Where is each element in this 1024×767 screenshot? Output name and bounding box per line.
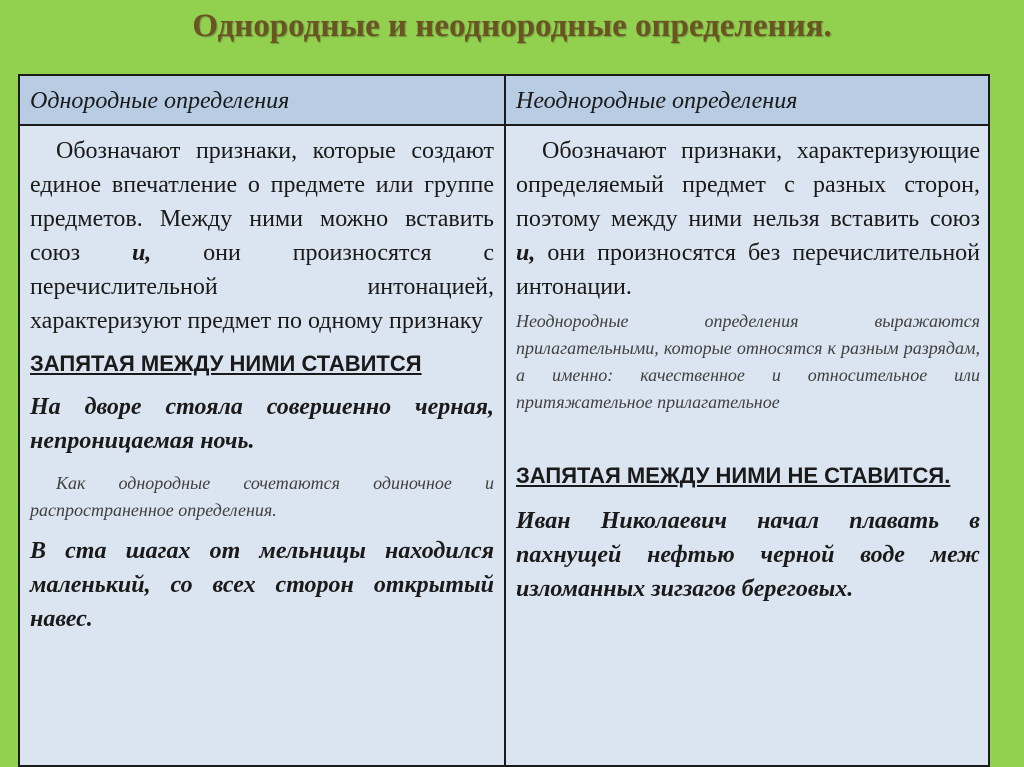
example-sentence-1: На дворе стояла совершенно черная, непроницаемая ночь. bbox=[30, 394, 494, 454]
description-text-cont: они произносятся без перечислительной интонации. bbox=[516, 240, 980, 300]
example-sentence: Иван Николаевич начал плавать в пахнущей нефтью черной воде меж изломанных зигзагов береговых. bbox=[516, 508, 980, 602]
union-word: и, bbox=[131, 240, 152, 266]
description-text: Обозначают признаки, которые создают единое впечатление о предмете или группе предметов. Между ними можно вставить союз bbox=[30, 138, 494, 266]
heterogeneous-description bbox=[516, 134, 980, 304]
header-homogeneous: Однородные определения bbox=[20, 76, 506, 126]
note-text: Неоднородные определения выражаются прилагательными, которые относятся к разным разрядам, а именно: качественное и относительное или притяжательное прилагательное bbox=[516, 311, 980, 412]
description-text-cont: они произносятся с перечислительной интонацией, характеризуют предмет по одному признаку bbox=[30, 240, 494, 334]
comma-rule: ЗАПЯТАЯ МЕЖДУ НИМИ НЕ СТАВИТСЯ. bbox=[516, 463, 951, 488]
union-word: и, bbox=[516, 240, 536, 266]
comma-rule: ЗАПЯТАЯ МЕЖДУ НИМИ СТАВИТСЯ bbox=[30, 351, 422, 376]
header-heterogeneous: Неоднородные определения bbox=[506, 76, 988, 126]
description-text: Обозначают признаки, характеризующие определяемый предмет с разных сторон, поэтому между ними нельзя вставить союз bbox=[516, 138, 980, 232]
homogeneous-description bbox=[30, 134, 494, 338]
comparison-table bbox=[18, 74, 990, 767]
example-sentence-2: В ста шагах от мельницы находился маленький, со всех сторон открытый навес. bbox=[30, 538, 494, 632]
slide-title: Однородные и неоднородные определения. bbox=[192, 8, 832, 44]
column-homogeneous bbox=[20, 126, 506, 765]
note-text: Как однородные сочетаются одиночное и распространенное определения. bbox=[30, 473, 494, 520]
column-heterogeneous bbox=[506, 126, 988, 765]
